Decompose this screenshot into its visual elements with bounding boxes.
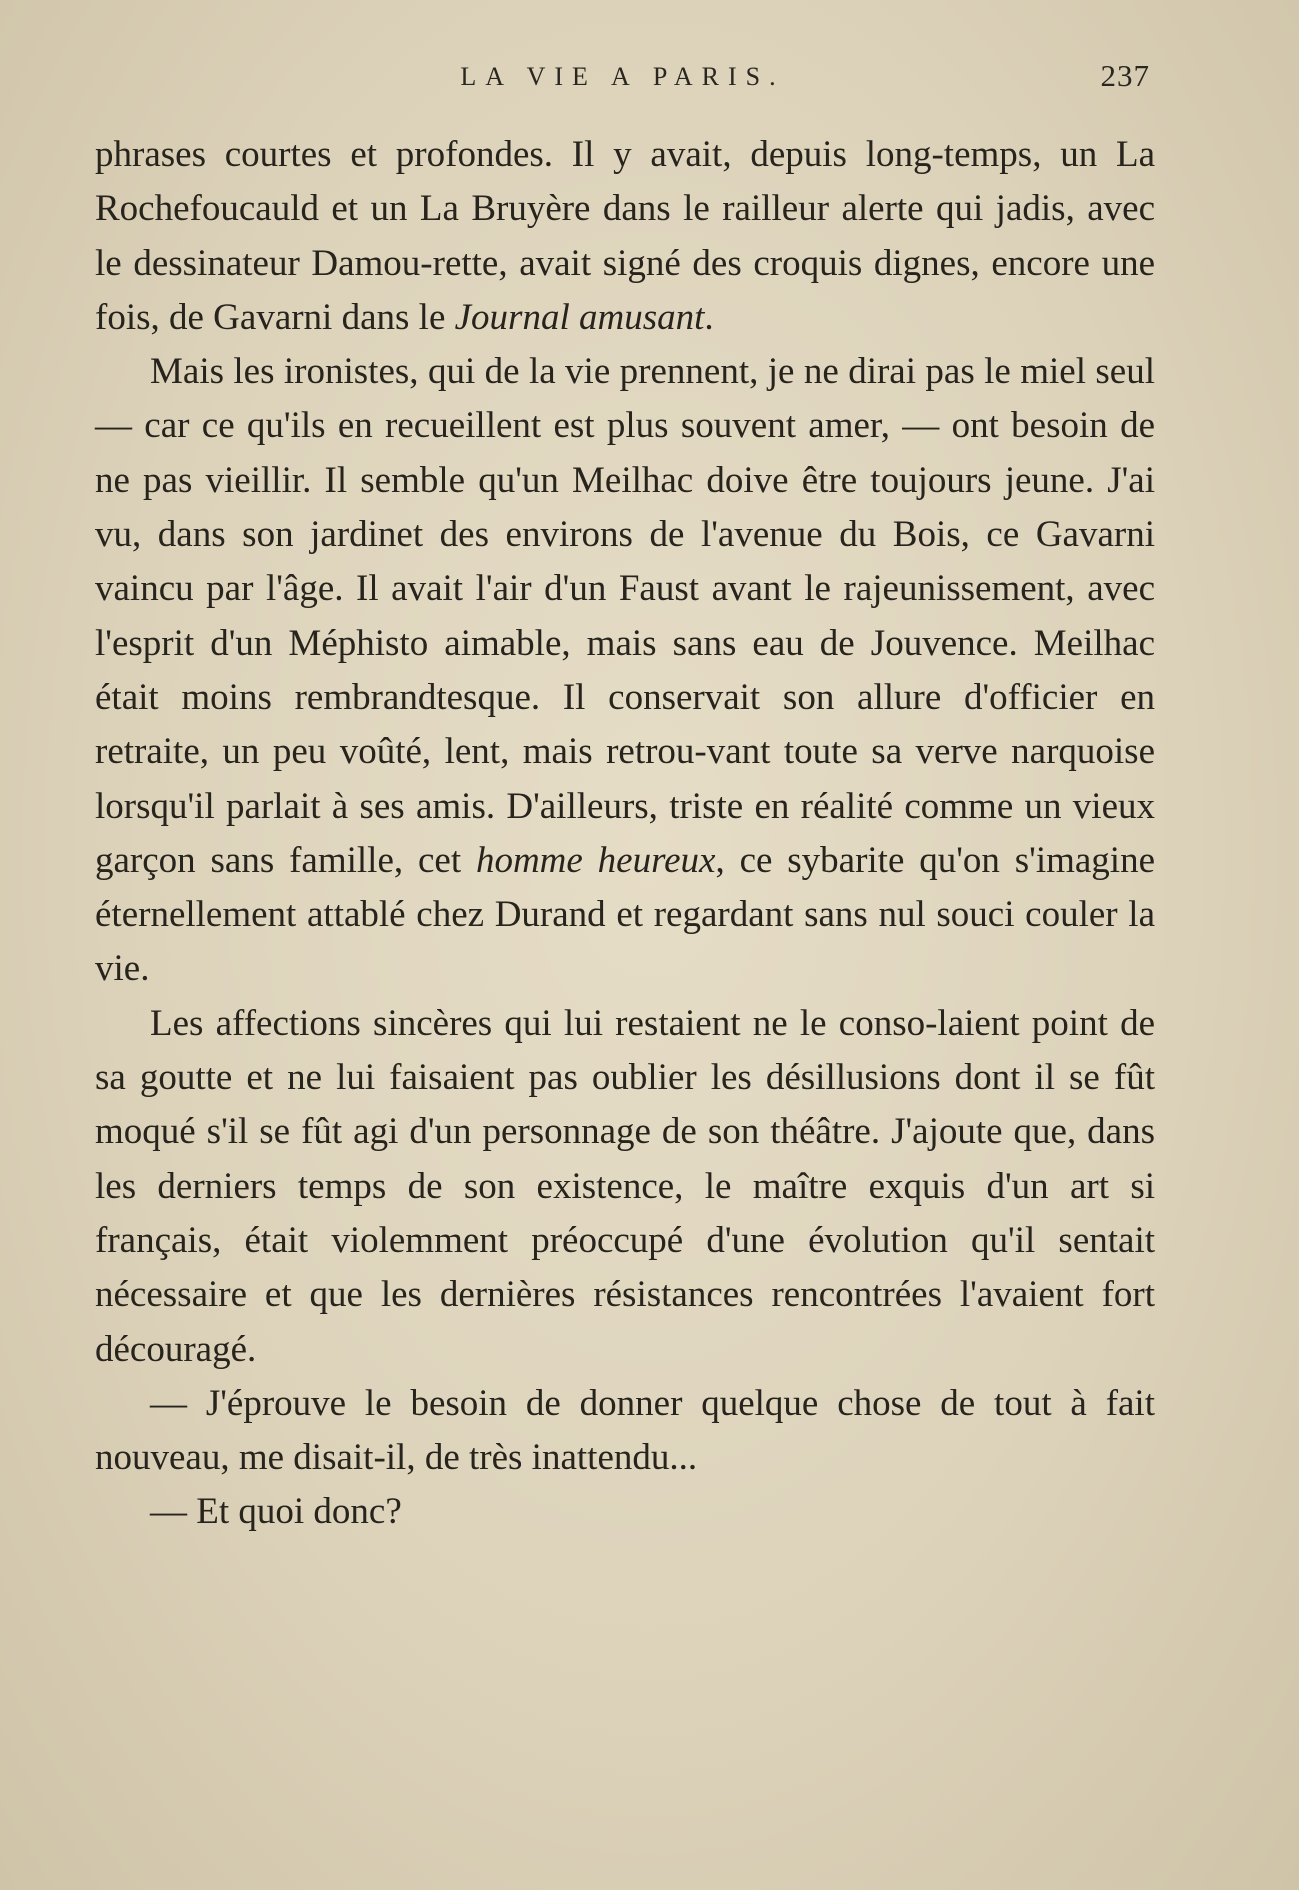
text-segment: — Et quoi donc? [150,1491,402,1533]
paragraph-2 [95,345,1155,997]
text-segment: Les affections sincères qui lui restaient ne le conso-laient point de sa goutte et ne lui faisaient pas oublier les désillusions dont il se fût moqué s'il se fût agi d'un personnage de son théâtre. J'ajoute que, dans les derniers temps de son existence, le maître exquis d'un art si français, était violemment préoccupé d'une évolution qu'il sentait nécessaire et que les dernières résistances rencontrées l'avaient fort découragé. [95,1002,1155,1370]
text-segment: phrases courtes et profondes. Il y avait, depuis long-temps, un La Rochefoucauld et un La Bruyère dans le railleur alerte qui jadis, avec le dessinateur Damou-rette, avait signé des croquis dignes, encore une fois, de Gavarni dans le [95,134,1155,338]
page-number: 237 [1100,58,1150,93]
page-header [95,58,1150,102]
text-segment: Mais les ironistes, qui de la vie prennent, je ne dirai pas le miel seul — car ce qu'ils en recueillent est plus souvent amer, — ont besoin de ne pas vieillir. Il semble qu'un Meilhac doive être toujours jeune. J'ai vu, dans son jardinet des environs de l'avenue du Bois, ce Gavarni vaincu par l'âge. Il avait l'air d'un Faust avant le rajeunissement, avec l'esprit d'un Méphisto aimable, mais sans eau de Jouvence. Meilhac était moins rembrandtesque. Il conservait son allure d'officier en retraite, un peu voûté, lent, mais retrou-vant toute sa verve narquoise lorsqu'il parlait à ses amis. D'ailleurs, triste en réalité comme un vieux garçon sans famille, cet [95,351,1155,881]
italic-title-journal-amusant: Journal amusant [454,296,705,338]
text-segment: . [704,296,714,338]
running-title: LA VIE A PARIS. [460,62,785,91]
paragraph-4-dialogue [95,1377,1155,1486]
text-segment: , ce sybarite qu'on s'imagine éternellement attablé chez Durand et regardant sans nul souci couler la vie. [95,839,1156,990]
italic-homme-heureux: homme heureux [475,839,716,881]
text-segment: — J'éprouve le besoin de donner quelque chose de tout à fait nouveau, me disait-il, de très inattendu... [95,1382,1155,1479]
body-text [95,128,1155,1540]
paragraph-3 [95,997,1155,1377]
paragraph-1 [95,128,1155,345]
paragraph-5-dialogue [95,1485,1155,1539]
